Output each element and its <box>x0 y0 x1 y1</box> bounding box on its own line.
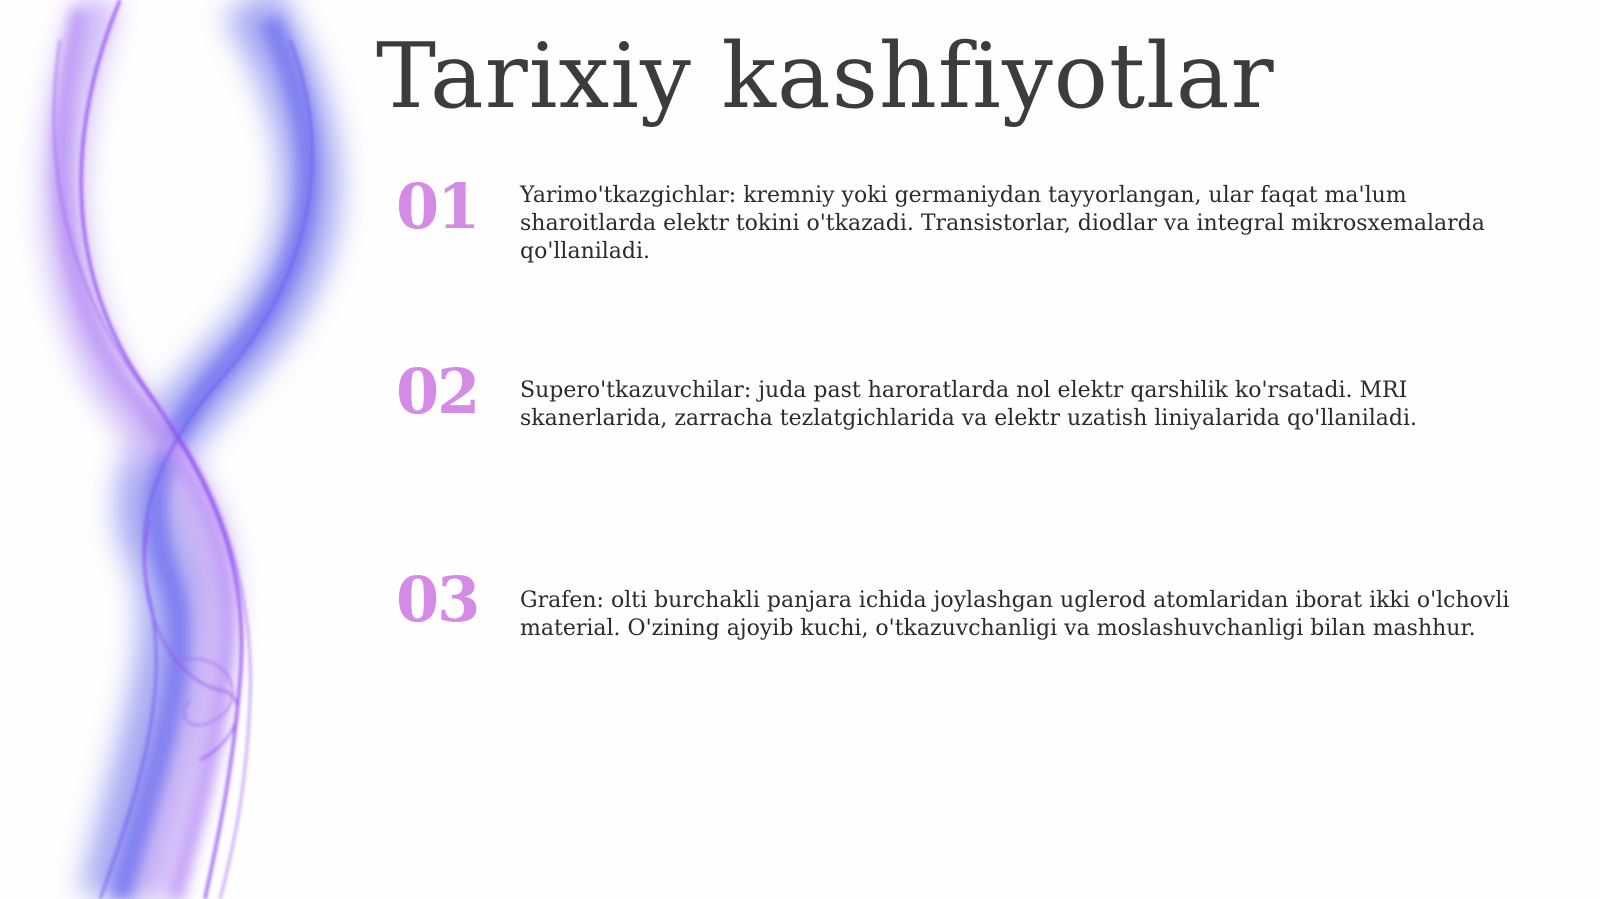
item-number: 01 <box>396 170 479 243</box>
item-number: 03 <box>396 563 479 636</box>
item-number: 02 <box>396 355 479 428</box>
slide-title: Tarixiy kashfiyotlar <box>376 24 1275 129</box>
item-text: Yarimo'tkazgichlar: kremniy yoki germaniydan tayyorlangan, ular faqat ma'lum sharoitlarda elektr tokini o'tkazadi. Transistorlar, diodlar va integral mikrosxemalarda qo'llaniladi. <box>520 183 1485 264</box>
item-text: Supero'tkazuvchilar: juda past haroratlarda nol elektr qarshilik ko'rsatadi. MRI skanerlarida, zarracha tezlatgichlarida va elektr uzatish liniyalarida qo'llaniladi. <box>520 378 1417 431</box>
item-text: Grafen: olti burchakli panjara ichida joylashgan uglerod atomlaridan iborat ikki o'lchovli material. O'zining ajoyib kuchi, o'tkazuvchanligi va moslashuvchanligi bilan mashhur. <box>520 588 1510 641</box>
purple-smoke-decoration <box>0 0 380 899</box>
